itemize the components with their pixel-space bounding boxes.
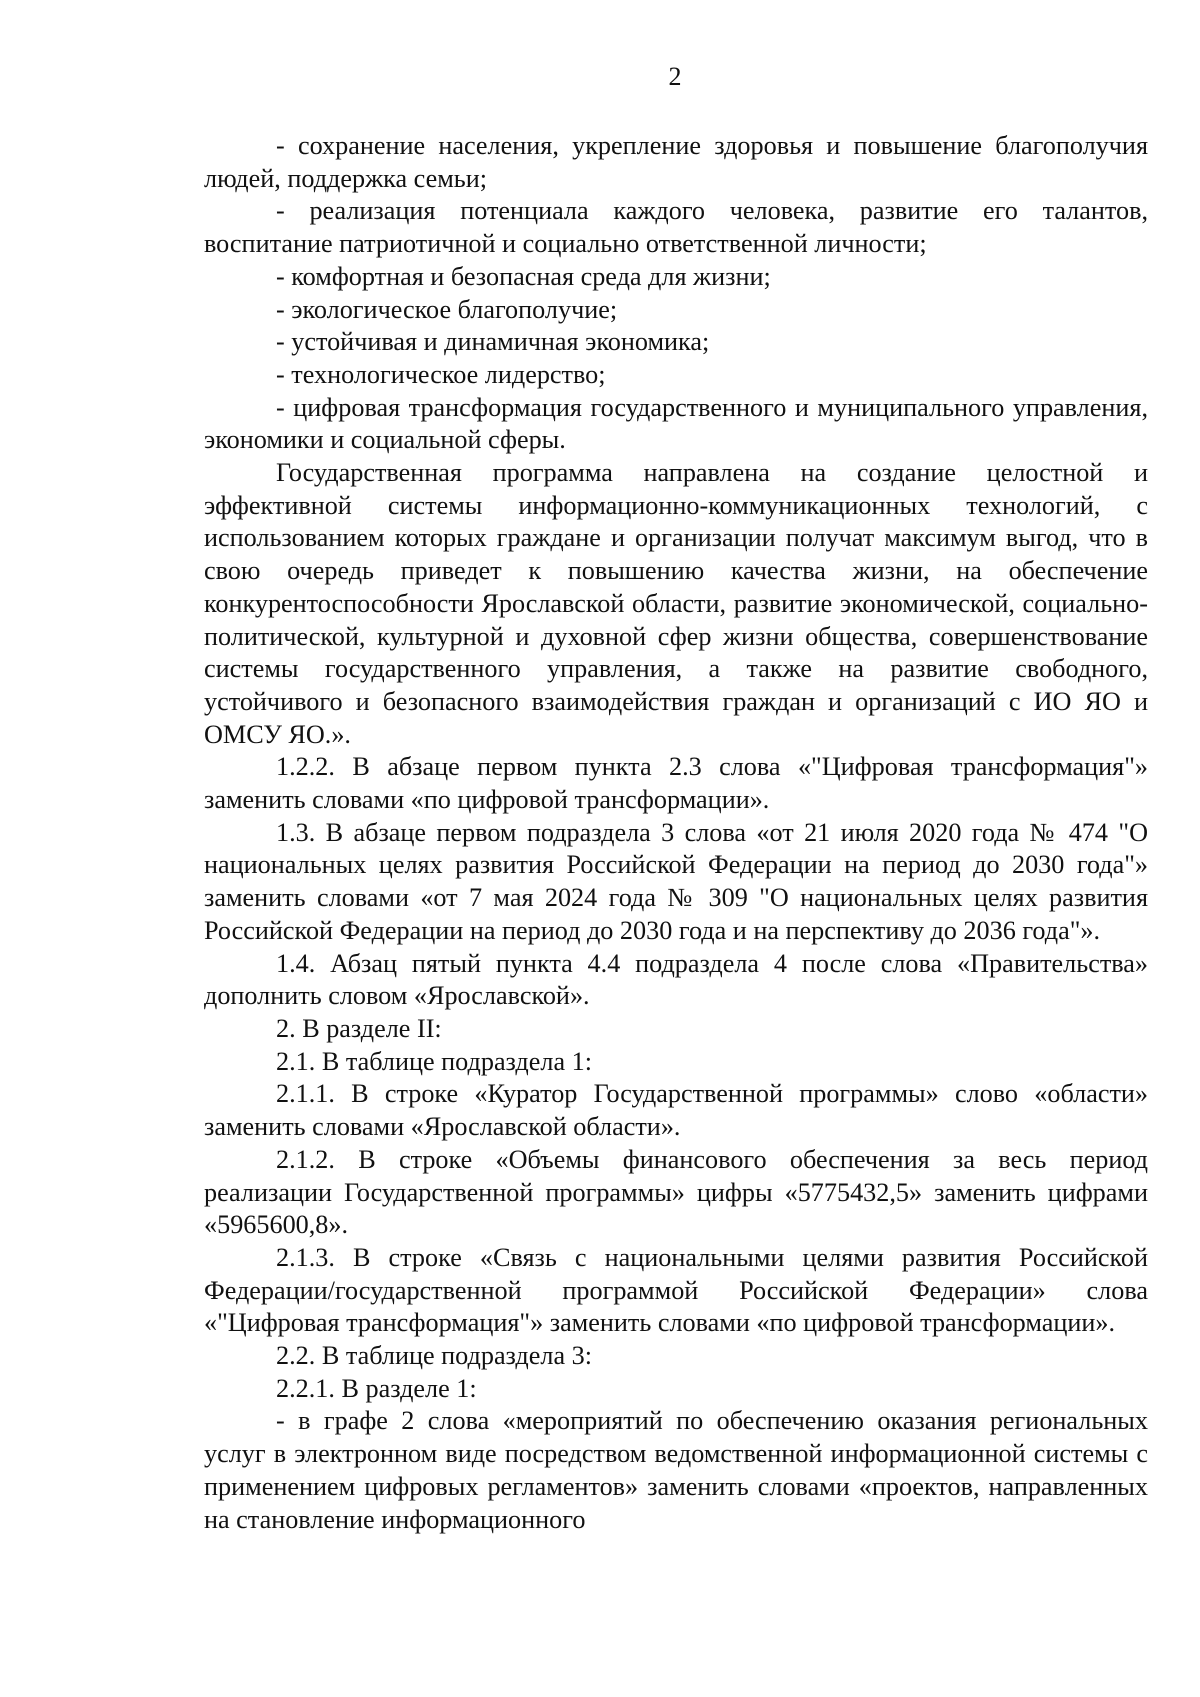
paragraph-goal-economy: - устойчивая и динамичная экономика; <box>276 327 710 357</box>
paragraph-program-purpose: Государственная программа направлена на создание целостной и эффективной системы информационно-коммуникационных технологий, с использованием которых граждане и организации получат максимум выгод, что в свою очередь приведет к повышению качества жизни, на обеспечение конкурентоспособности Ярославской области, развитие экономической, социально-политической, культурной и духовной сфер жизни общества, совершенствование системы государственного управления, а также на развитие свободного, устойчивого и безопасного взаимодействия граждан и организаций с ИО ЯО и ОМСУ ЯО.». <box>204 458 1148 749</box>
paragraph-2-2: 2.2. В таблице подраздела 3: <box>276 1341 592 1371</box>
paragraph-goal-potential: - реализация потенциала каждого человека, развитие его талантов, воспитание патриотичной и социально ответственной личности; <box>204 196 1148 259</box>
paragraph-2-1-3: 2.1.3. В строке «Связь с национальными целями развития Российской Федерации/государственной программой Российской Федерации» слова «"Цифровая трансформация"» заменить словами «по цифровой трансформации». <box>204 1242 1148 1338</box>
paragraph-1-4: 1.4. Абзац пятый пункта 4.4 подраздела 4 после слова «Правительства» дополнить словом «Ярославской». <box>204 948 1148 1011</box>
paragraph-goal-technology: - технологическое лидерство; <box>276 359 606 389</box>
paragraph-2-1-1: 2.1.1. В строке «Куратор Государственной программы» слово «области» заменить словами «Ярославской области». <box>204 1079 1148 1142</box>
paragraph-2: 2. В разделе II: <box>276 1013 442 1043</box>
paragraph-goal-digital: - цифровая трансформация государственного и муниципального управления, экономики и социальной сферы. <box>204 392 1148 455</box>
paragraph-2-1-2: 2.1.2. В строке «Объемы финансового обеспечения за весь период реализации Государственной программы» цифры «5775432,5» заменить цифрами «5965600,8». <box>204 1144 1148 1240</box>
paragraph-goal-ecology: - экологическое благополучие; <box>276 294 618 324</box>
paragraph-2-2-1: 2.2.1. В разделе 1: <box>276 1373 477 1403</box>
page-number: 2 <box>668 62 682 91</box>
paragraph-column-2: - в графе 2 слова «мероприятий по обеспечению оказания региональных услуг в электронном виде посредством ведомственной информационной системы с применением цифровых регламентов» заменить словами «проектов, направленных на становление информационного <box>204 1406 1148 1534</box>
paragraph-1-2-2: 1.2.2. В абзаце первом пункта 2.3 слова «"Цифровая трансформация"» заменить словами «по цифровой трансформации». <box>204 752 1148 815</box>
document-body <box>204 130 1148 1536</box>
paragraph-goal-population: - сохранение населения, укрепление здоровья и повышение благополучия людей, поддержка семьи; <box>204 131 1148 193</box>
paragraph-goal-environment: - комфортная и безопасная среда для жизни; <box>276 261 771 291</box>
paragraph-1-3: 1.3. В абзаце первом подраздела 3 слова «от 21 июля 2020 года № 474 "О национальных целях развития Российской Федерации на период до 2030 года"» заменить словами «от 7 мая 2024 года № 309 "О национальных целях развития Российской Федерации на период до 2030 года и на перспективу до 2036 года"». <box>204 817 1148 945</box>
paragraph-2-1: 2.1. В таблице подраздела 1: <box>276 1046 592 1076</box>
